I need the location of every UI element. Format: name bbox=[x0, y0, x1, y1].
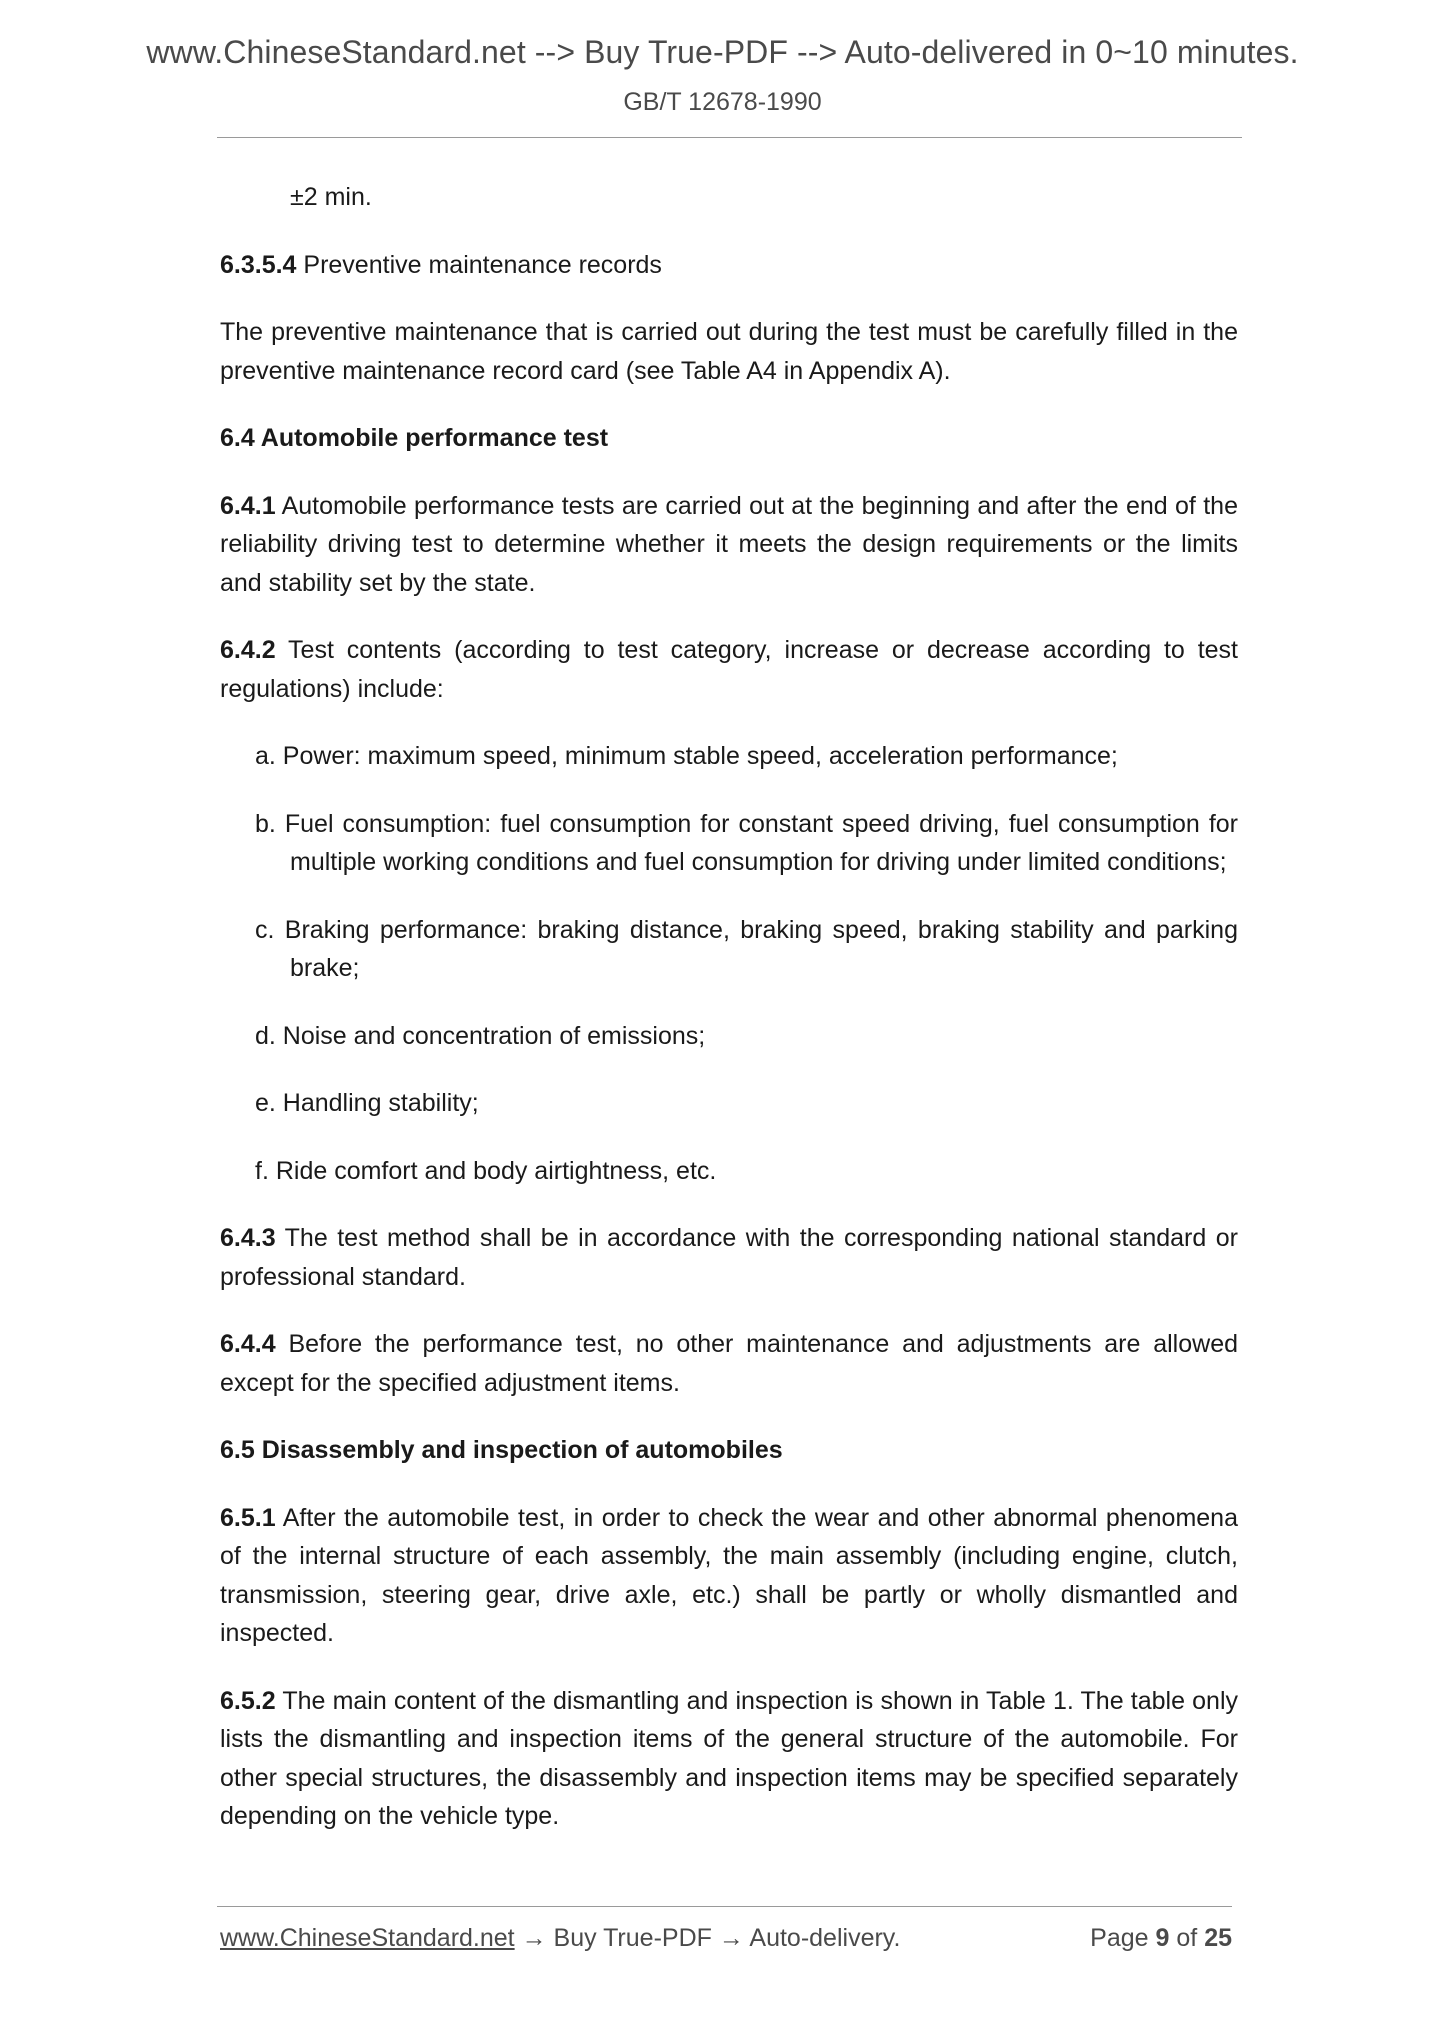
list-item-b: b. Fuel consumption: fuel consumption for constant speed driving, fuel consumption for multiple working conditions and fuel consumption for driving under limited conditions; bbox=[255, 809, 1238, 876]
page-number bbox=[1090, 1924, 1232, 1953]
section-text: The main content of the dismantling and inspection is shown in Table 1. The table only lists the dismantling and inspection items of the general structure of the automobile. For other special structures, the disassembly and inspection items may be specified separately depending on the vehicle type. bbox=[220, 1686, 1238, 1830]
header-divider bbox=[217, 137, 1242, 138]
section-text: Test contents (according to test category, increase or decrease according to test regulations) include: bbox=[220, 636, 1239, 703]
footer-tagline: → Buy True-PDF → Auto-delivery. bbox=[514, 1924, 901, 1952]
footer-site-link[interactable]: www.ChineseStandard.net bbox=[220, 1924, 515, 1952]
page-label: Page bbox=[1090, 1924, 1149, 1952]
list-item-f: f. Ride comfort and body airtightness, etc. bbox=[255, 1156, 717, 1185]
heading-6-4: 6.4 Automobile performance test bbox=[220, 424, 609, 452]
section-6-5-1 bbox=[220, 1499, 1238, 1653]
section-number: 6.5.1 bbox=[220, 1503, 276, 1532]
section-6-3-5-4 bbox=[220, 246, 1238, 285]
list-item-c: c. Braking performance: braking distance, braking speed, braking stability and parking brake; bbox=[255, 915, 1238, 982]
list-item-a: a. Power: maximum speed, minimum stable speed, acceleration performance; bbox=[255, 742, 1118, 770]
current-page: 9 bbox=[1155, 1924, 1170, 1952]
footer-divider bbox=[217, 1906, 1232, 1907]
section-number: 6.3.5.4 bbox=[220, 250, 297, 279]
section-number: 6.4.1 bbox=[220, 491, 276, 520]
section-number: 6.4.3 bbox=[220, 1224, 276, 1252]
continuation-line: ±2 min. bbox=[290, 183, 372, 211]
list-item-d: d. Noise and concentration of emissions; bbox=[255, 1021, 706, 1050]
of-label: of bbox=[1176, 1924, 1198, 1952]
section-text: The test method shall be in accordance with the corresponding national standard or professional standard. bbox=[220, 1224, 1238, 1291]
document-id: GB/T 12678-1990 bbox=[623, 88, 822, 116]
section-number: 6.4.4 bbox=[220, 1330, 276, 1358]
section-6-5-2 bbox=[220, 1682, 1238, 1836]
section-text: Before the performance test, no other maintenance and adjustments are allowed except for the specified adjustment items. bbox=[220, 1330, 1238, 1397]
footer-left bbox=[220, 1924, 900, 1953]
heading-6-5: 6.5 Disassembly and inspection of automobiles bbox=[220, 1436, 783, 1464]
section-6-4-1 bbox=[220, 487, 1238, 603]
total-pages: 25 bbox=[1204, 1924, 1232, 1952]
document-body bbox=[220, 178, 1238, 1865]
paragraph: The preventive maintenance that is carried out during the test must be carefully filled in the preventive maintenance record card (see Table A4 in Appendix A). bbox=[220, 318, 1238, 385]
section-6-4-4 bbox=[220, 1325, 1238, 1402]
section-6-4-3 bbox=[220, 1219, 1238, 1296]
section-title: Preventive maintenance records bbox=[303, 250, 662, 279]
section-6-4-2 bbox=[220, 631, 1238, 708]
section-number: 6.5.2 bbox=[220, 1686, 276, 1715]
banner-link[interactable]: www.ChineseStandard.net --> Buy True-PDF --> Auto-delivered in 0~10 minutes. bbox=[146, 34, 1299, 70]
section-text: After the automobile test, in order to check the wear and other abnormal phenomena of the internal structure of each assembly, the main assembly (including engine, clutch, transmission, steering gear, drive axle, etc.) shall be partly or wholly dismantled and inspected. bbox=[220, 1503, 1238, 1647]
section-text: Automobile performance tests are carried out at the beginning and after the end of the reliability driving test to determine whether it meets the design requirements or the limits and stability set by the state. bbox=[220, 491, 1238, 597]
list-item-e: e. Handling stability; bbox=[255, 1089, 479, 1117]
section-number: 6.4.2 bbox=[220, 636, 276, 664]
